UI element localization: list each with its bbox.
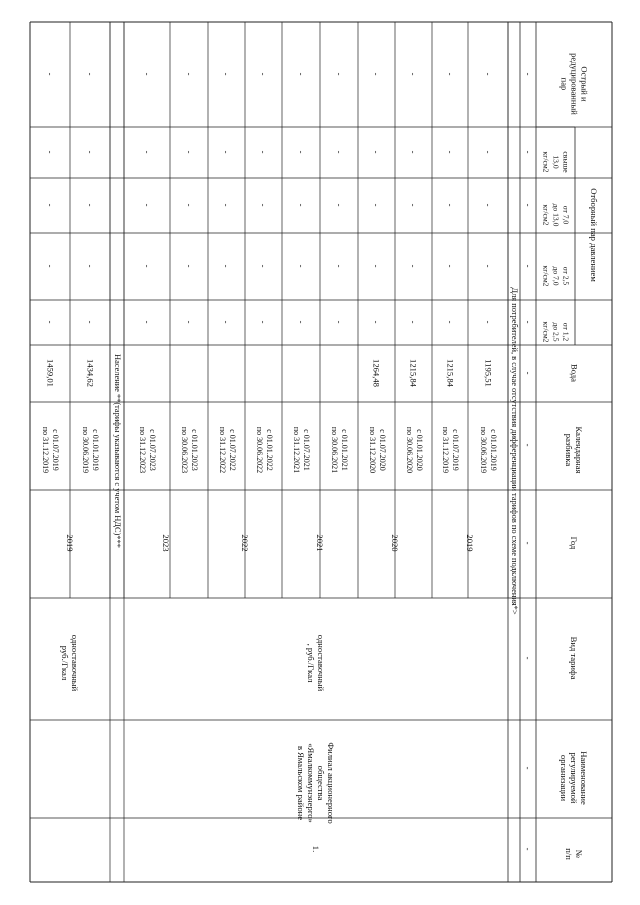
dash-cell: - — [221, 203, 232, 206]
section-title-population: Население **(тарифы указываются с учетом НДС)*** — [113, 354, 122, 548]
period-cell: с 01.07.2019 по 31.12.2019 — [441, 426, 460, 474]
dash-cell: - — [523, 371, 533, 374]
header-tariff-type: Вид тарифа — [569, 636, 579, 680]
header-org: Наименование регулируемой организации — [559, 751, 589, 805]
header-water: Вода — [569, 363, 579, 382]
header-num: № п/п — [564, 848, 584, 860]
dash-cell: - — [371, 203, 382, 206]
dash-cell: - — [371, 264, 382, 267]
dash-cell: - — [258, 203, 269, 206]
water-value — [170, 345, 208, 402]
period-cell: с 01.01.2021 по 30.06.2021 — [330, 426, 349, 474]
dash-cell: - — [371, 320, 382, 323]
dash-cell: - — [45, 320, 55, 323]
dash-cell: - — [296, 320, 306, 323]
header-p4: свыше 13,0 кг/см2 — [541, 150, 571, 173]
dash-cell: - — [184, 150, 194, 153]
water-value — [282, 345, 320, 402]
dash-cell: - — [142, 150, 152, 153]
year-cell: 2021 — [315, 534, 325, 552]
year-cell: 2023 — [161, 534, 171, 552]
dash-cell: - — [258, 264, 269, 267]
dash-cell: - — [408, 72, 419, 75]
dash-cell: - — [258, 72, 269, 75]
dash-cell: - — [523, 150, 533, 153]
row-number: 1. — [311, 845, 321, 853]
dash-cell: - — [221, 320, 232, 323]
water-value — [320, 345, 358, 402]
dash-cell: - — [221, 264, 232, 267]
header-p2: от 2,5 до 7,0 кг/см2 — [541, 265, 571, 286]
dash-cell: - — [221, 72, 232, 75]
dash-cell: - — [523, 264, 533, 267]
period-cell: с 01.01.2023 по 30.06.2023 — [180, 426, 199, 474]
dash-cell: - — [523, 203, 533, 206]
dash-cell: - — [483, 72, 493, 75]
dash-cell: - — [184, 72, 194, 75]
dash-cell: - — [296, 72, 306, 75]
header-p1: от 1,2 до 2,5 кг/см2 — [541, 321, 571, 342]
dash-cell: - — [184, 203, 194, 206]
dash-cell: - — [334, 320, 344, 323]
dash-cell: - — [371, 150, 382, 153]
dash-cell: - — [142, 203, 152, 206]
period-cell: с 01.01.2022 по 30.06.2022 — [254, 426, 274, 474]
dash-cell: - — [45, 203, 55, 206]
dash-cell: - — [142, 320, 152, 323]
dash-cell: - — [85, 203, 95, 206]
period-cell: с 01.07.2023 по 31.12.2023 — [138, 426, 157, 474]
dash-cell: - — [184, 320, 194, 323]
dash-cell: - — [408, 203, 419, 206]
year-cell-population: 2019 — [65, 534, 75, 552]
section-title-consumers: Для потребителей, в случае отсутствия дифференциации тарифов по схеме подключения*> — [510, 287, 519, 615]
year-cell: 2022 — [240, 534, 250, 552]
dash-cell: - — [483, 264, 493, 267]
dash-cell: - — [483, 150, 493, 153]
header-sharp: Острый и редуцированный пар — [559, 52, 589, 115]
water-value-population: 1434,62 — [85, 358, 95, 387]
dash-cell: - — [45, 150, 55, 153]
dash-cell: - — [445, 203, 455, 206]
dash-cell: - — [142, 264, 152, 267]
dash-cell: - — [523, 656, 533, 660]
header-steam: Отборный пар давлением — [588, 188, 599, 282]
dash-cell: - — [483, 320, 493, 323]
period-cell: с 01.07.2021 по 31.12.2021 — [292, 426, 311, 474]
dash-cell: - — [296, 150, 306, 153]
dash-cell: - — [296, 203, 306, 206]
dash-cell: - — [408, 150, 419, 153]
water-value: 1195,51 — [483, 358, 493, 387]
period-cell: с 01.07.2020 по 31.12.2020 — [367, 426, 387, 474]
dash-cell: - — [445, 320, 455, 323]
water-value: 1215,84 — [408, 358, 419, 387]
period-cell: с 01.07.2022 по 31.12.2022 — [217, 426, 237, 474]
dash-cell: - — [258, 150, 269, 153]
water-value: 1264,48 — [371, 358, 382, 387]
water-value — [124, 345, 170, 402]
dash-cell: - — [85, 72, 95, 75]
header-year: Год — [569, 536, 579, 550]
dash-cell: - — [296, 264, 306, 267]
dash-cell: - — [523, 443, 533, 447]
dash-cell: - — [445, 264, 455, 267]
dash-cell: - — [85, 150, 95, 153]
period-cell-population: с 01.07.2019 по 31.12.2019 — [41, 426, 60, 474]
water-value: 1215,84 — [445, 358, 455, 387]
dash-cell: - — [221, 150, 232, 153]
water-value-population: 1459,01 — [45, 358, 55, 387]
org-name: Филиал акционерного общества «Ямалкоммунэнерго» в Ямальском районе — [296, 742, 336, 824]
dash-cell: - — [85, 264, 95, 267]
year-cell: 2020 — [390, 534, 400, 552]
dash-cell: - — [523, 847, 533, 851]
header-p3: от 7,0 до 13,0 кг/см2 — [541, 203, 571, 226]
dash-cell: - — [142, 72, 152, 75]
dash-cell: - — [258, 320, 269, 323]
dash-cell: - — [523, 766, 533, 770]
year-cell: 2019 — [465, 534, 475, 552]
period-cell: с 01.01.2020 по 30.06.2020 — [404, 426, 424, 474]
dash-cell: - — [45, 72, 55, 75]
dash-cell: - — [85, 320, 95, 323]
water-value — [245, 345, 282, 402]
dash-cell: - — [45, 264, 55, 267]
dash-cell: - — [408, 320, 419, 323]
period-cell: с 01.01.2019 по 30.06.2019 — [479, 426, 498, 474]
header-period: Календарная разбивка — [564, 426, 584, 474]
dash-cell: - — [334, 264, 344, 267]
dash-cell: - — [523, 541, 533, 545]
dash-cell: - — [408, 264, 419, 267]
water-value — [208, 345, 245, 402]
dash-cell: - — [483, 203, 493, 206]
period-cell-population: с 01.01.2019 по 30.06.2019 — [81, 426, 100, 474]
dash-cell: - — [523, 72, 533, 75]
tariff-unit-population: одноставочный руб./Гкал — [60, 634, 80, 692]
dash-cell: - — [445, 150, 455, 153]
dash-cell: - — [184, 264, 194, 267]
dash-cell: - — [445, 72, 455, 75]
dash-cell: - — [523, 320, 533, 323]
dash-cell: - — [371, 72, 382, 75]
dash-cell: - — [334, 72, 344, 75]
dash-cell: - — [334, 150, 344, 153]
dash-cell: - — [334, 203, 344, 206]
tariff-unit: одноставочный , руб./Гкал — [306, 634, 326, 692]
